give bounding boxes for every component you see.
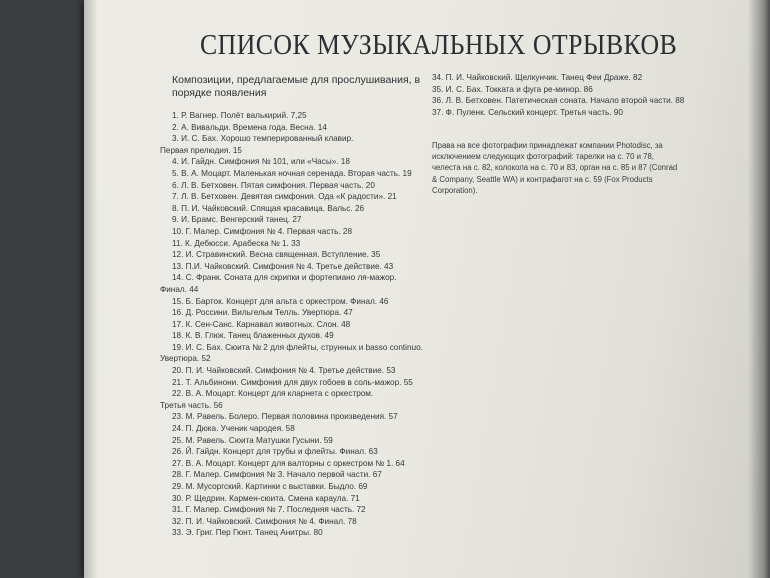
- list-item: 20. П. И. Чайковский. Симфония № 4. Третье действие. 53: [172, 366, 396, 376]
- list-item: 1. Р. Вагнер. Полёт валькирий. 7,25: [172, 111, 307, 120]
- list-item: 19. И. С. Бах. Сюита № 2 для флейты, струнных и basso continuo.: [172, 342, 423, 352]
- list-item: 18. К. В. Глюк. Танец блаженных духов. 49: [172, 331, 334, 341]
- list-item: 21. Т. Альбинони. Симфония для двух гобоев в соль-мажор. 55: [172, 377, 413, 387]
- list-item: 15. Б. Барток. Концерт для альта с оркестром. Финал. 46: [172, 296, 389, 306]
- page-edge-shadow: [748, 0, 770, 578]
- list-item: 27. В. А. Моцарт. Концерт для валторны с оркестром № 1. 64: [172, 458, 405, 468]
- list-item: 36. Л. В. Бетховен. Патетическая соната. Начало второй части. 88: [432, 96, 685, 106]
- music-list-left: [160, 110, 430, 539]
- list-item: 30. Р. Щедрин. Кармен-сюита. Смена караула. 71: [172, 493, 360, 503]
- list-item: 37. Ф. Пуленк. Сельский концерт. Третья часть. 90: [432, 107, 623, 117]
- list-item: 35. И. С. Бах. Токката и фуга ре-минор. 86: [432, 84, 593, 94]
- list-item: 16. Д. Россини. Вильгельм Телль. Увертюра. 47: [172, 308, 353, 318]
- list-item: 7. Л. В. Бетховен. Девятая симфония. Ода «К радости». 21: [172, 192, 397, 202]
- list-item: 12. И. Стравинский. Весна священная. Вступление. 35: [172, 250, 381, 260]
- list-item: 32. П. И. Чайковский. Симфония № 4. Финал. 78: [172, 516, 357, 526]
- list-item: 28. Г. Малер. Симфония № 3. Начало первой части. 67: [172, 470, 382, 480]
- photo-credits: Права на все фотографии принадлежат компании Photodisc, за исключением следующих фотографий: тарелки на с. 70 и 78, челеста на с. 82, колокола на с. 70 и 83, орган на с. 85 и 87 (Conrad & Company, Seattle WA) и контрафагот на с. 59 (Fox Products Corporation).: [432, 141, 678, 195]
- list-item: Третья часть. 56: [160, 400, 223, 410]
- list-item: 22. В. А. Моцарт. Концерт для кларнета с оркестром.: [172, 389, 374, 399]
- page-title: СПИСОК МУЗЫКАЛЬНЫХ ОТРЫВКОВ: [200, 30, 678, 61]
- list-item: 26. Й. Гайдн. Концерт для трубы и флейты. Финал. 63: [172, 447, 378, 457]
- page-subtitle: Композиции, предлагаемые для прослушивания, в порядке появления: [172, 74, 421, 99]
- list-item: 14. С. Франк. Соната для скрипки и фортепиано ля-мажор.: [172, 273, 397, 283]
- page-fold-shadow: [84, 0, 98, 578]
- list-item: 33. Э. Григ. Пер Гюнт. Танец Анитры. 80: [172, 528, 323, 538]
- list-item: 34. П. И. Чайковский. Щелкунчик. Танец Феи Драже. 82: [432, 73, 643, 82]
- list-item: 11. К. Дебюсси. Арабеска № 1. 33: [172, 238, 301, 248]
- list-item: 3. И. С. Бах. Хорошо темперированный клавир.: [172, 134, 354, 144]
- list-item: Первая прелюдия. 15: [160, 145, 242, 155]
- list-item: 13. П.И. Чайковский. Симфония № 4. Третье действие. 43: [172, 261, 394, 271]
- list-item: 8. П. И. Чайковский. Спящая красавица. Вальс. 26: [172, 203, 365, 213]
- list-item: 25. М. Равель. Сюита Матушки Гусыни. 59: [172, 435, 333, 445]
- list-item: Увертюра. 52: [160, 354, 211, 364]
- list-item: Финал. 44: [160, 284, 199, 294]
- list-item: 29. М. Мусоргский. Картинки с выставки. Быдло. 69: [172, 482, 368, 491]
- list-item: 5. В. А. Моцарт. Маленькая ночная серенада. Вторая часть. 19: [172, 168, 412, 178]
- list-item: 24. П. Дюка. Ученик чародея. 58: [172, 424, 295, 434]
- list-item: 6. Л. В. Бетховен. Пятая симфония. Первая часть. 20: [172, 180, 375, 190]
- list-item: 10. Г. Малер. Симфония № 4. Первая часть. 28: [172, 226, 353, 236]
- list-item: 31. Г. Малер. Симфония № 7. Последняя часть. 72: [172, 505, 366, 515]
- list-item: 4. И. Гайдн. Симфония № 101, или «Часы». 18: [172, 157, 350, 167]
- list-item: 17. К. Сен-Санс. Карнавал животных. Слон. 48: [172, 319, 351, 329]
- music-list-right: [432, 72, 702, 118]
- list-item: 23. М. Равель. Болеро. Первая половина произведения. 57: [172, 412, 398, 422]
- list-item: 9. И. Брамс. Венгерский танец. 27: [172, 215, 302, 225]
- list-item: 2. А. Вивальди. Времена года. Весна. 14: [172, 122, 327, 132]
